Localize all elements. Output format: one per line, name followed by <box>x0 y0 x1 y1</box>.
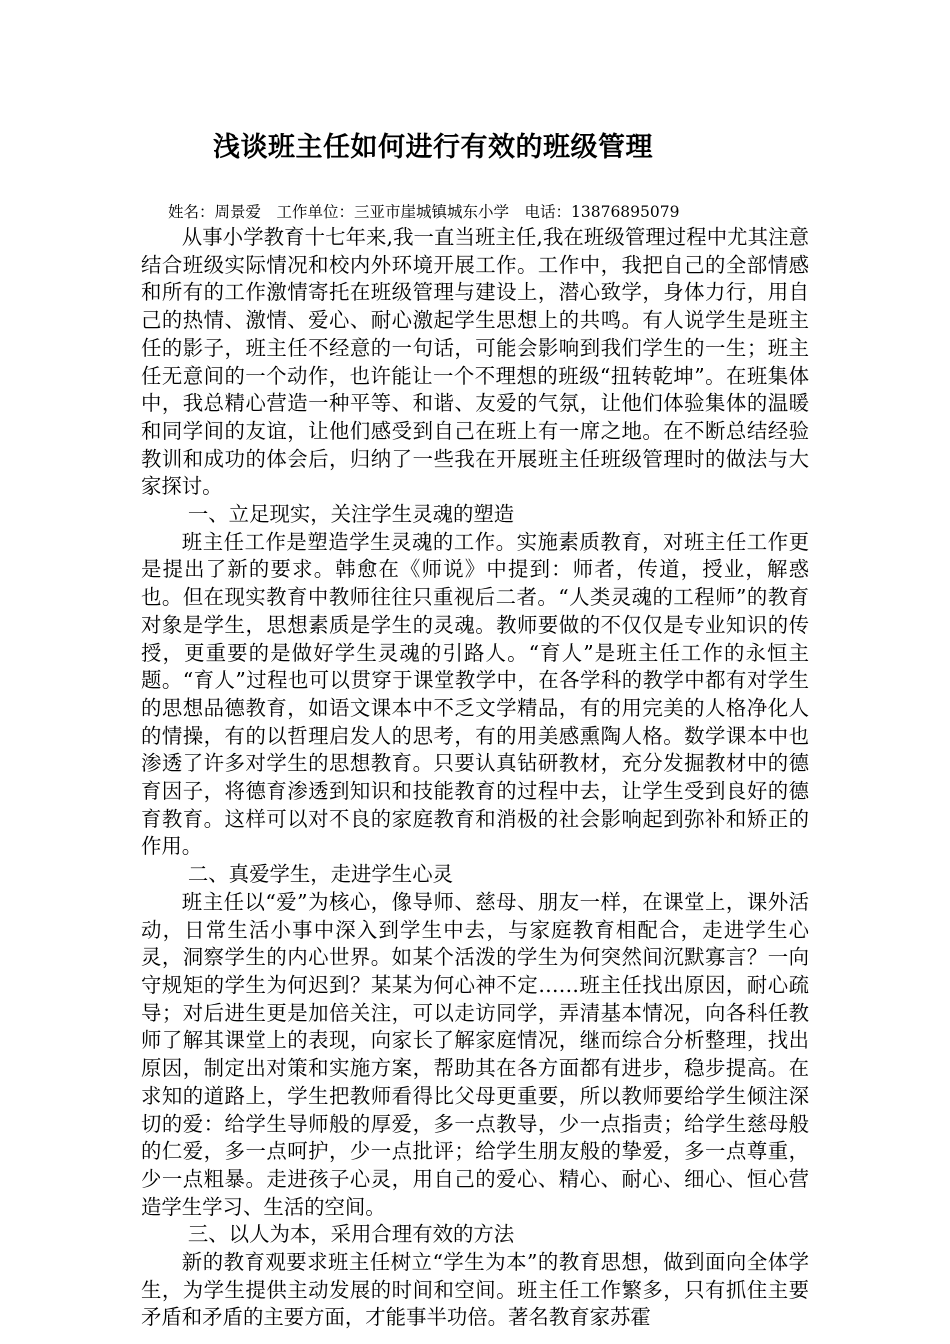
section-heading-3: 三、以人为本，采用合理有效的方法 <box>187 1222 515 1247</box>
section-3-paragraph: 新的教育观要求班主任树立“学生为本”的教育思想，做到面向全体学生，为学生提供主动发展的时间和空间。班主任工作繁多，只有抓住主要矛盾和矛盾的主要方面，才能事半功倍。著名教育家苏霍 <box>141 1250 809 1330</box>
document-body <box>141 224 809 1332</box>
author-info-line: 姓名：周景爱 工作单位：三亚市崖城镇城东小学 电话：13876895079 <box>168 203 680 221</box>
intro-paragraph: 从事小学教育十七年来,我一直当班主任,我在班级管理过程中尤其注意结合班级实际情况和校内外环境开展工作。工作中，我把自己的全部情感和所有的工作激情寄托在班级管理与建设上，潜心致学，身体力行，用自己的热情、激情、爱心、耐心激起学生思想上的共鸣。有人说学生是班主任的影子，班主任不经意的一句话，可能会影响到我们学生的一生；班主任无意间的一个动作，也许能让一个不理想的班级“扭转乾坤”。在班集体中，我总精心营造一种平等、和谐、友爱的气氛，让他们体验集体的温暖和同学间的友谊，让他们感受到自己在班上有一席之地。在不断总结经验教训和成功的体会后，归纳了一些我在开展班主任班级管理时的做法与大家探讨。 <box>141 225 809 499</box>
document-title: 浅谈班主任如何进行有效的班级管理 <box>213 132 653 163</box>
section-heading-1: 一、立足现实，关注学生灵魂的塑造 <box>187 502 515 527</box>
section-1-paragraph: 班主任工作是塑造学生灵魂的工作。实施素质教育，对班主任工作更是提出了新的要求。韩愈在《师说》中提到：师者，传道，授业，解惑也。但在现实教育中教师往往只重视后二者。“人类灵魂的工程师”的教育对象是学生，思想素质是学生的灵魂。教师要做的不仅仅是专业知识的传授，更重要的是做好学生灵魂的引路人。“育人”是班主任工作的永恒主题。“育人”过程也可以贯穿于课堂教学中，在各学科的教学中都有对学生的思想品德教育，如语文课本中不乏文学精品，有的用完美的人格净化人的情操，有的以哲理启发人的思考，有的用美感熏陶人格。数学课本中也渗透了许多对学生的思想教育。只要认真钻研教材，充分发掘教材中的德育因子，将德育渗透到知识和技能教育的过程中去，让学生受到良好的德育教育。这样可以对不良的家庭教育和消极的社会影响起到弥补和矫正的作用。 <box>141 529 809 859</box>
section-2-paragraph: 班主任以“爱”为核心，像导师、慈母、朋友一样，在课堂上，课外活动，日常生活小事中深入到学生中去，与家庭教育相配合，走进学生心灵，洞察学生的内心世界。如某个活泼的学生为何突然间沉默寡言？一向守规矩的学生为何迟到？某某为何心神不定……班主任找出原因，耐心疏导；对后进生更是加倍关注，可以走访同学，弄清基本情况，向各科任教师了解其课堂上的表现，向家长了解家庭情况，继而综合分析整理，找出原因，制定出对策和实施方案，帮助其在各方面都有进步，稳步提高。在求知的道路上，学生把教师看得比父母更重要，所以教师要给学生倾注深切的爱：给学生导师般的厚爱，多一点教导，少一点指责；给学生慈母般的仁爱，多一点呵护，少一点批评；给学生朋友般的挚爱，多一点尊重，少一点粗暴。走进孩子心灵，用自己的爱心、精心、耐心、细心、恒心营造学生学习、生活的空间。 <box>141 889 809 1219</box>
section-heading-2: 二、真爱学生，走进学生心灵 <box>187 862 453 887</box>
